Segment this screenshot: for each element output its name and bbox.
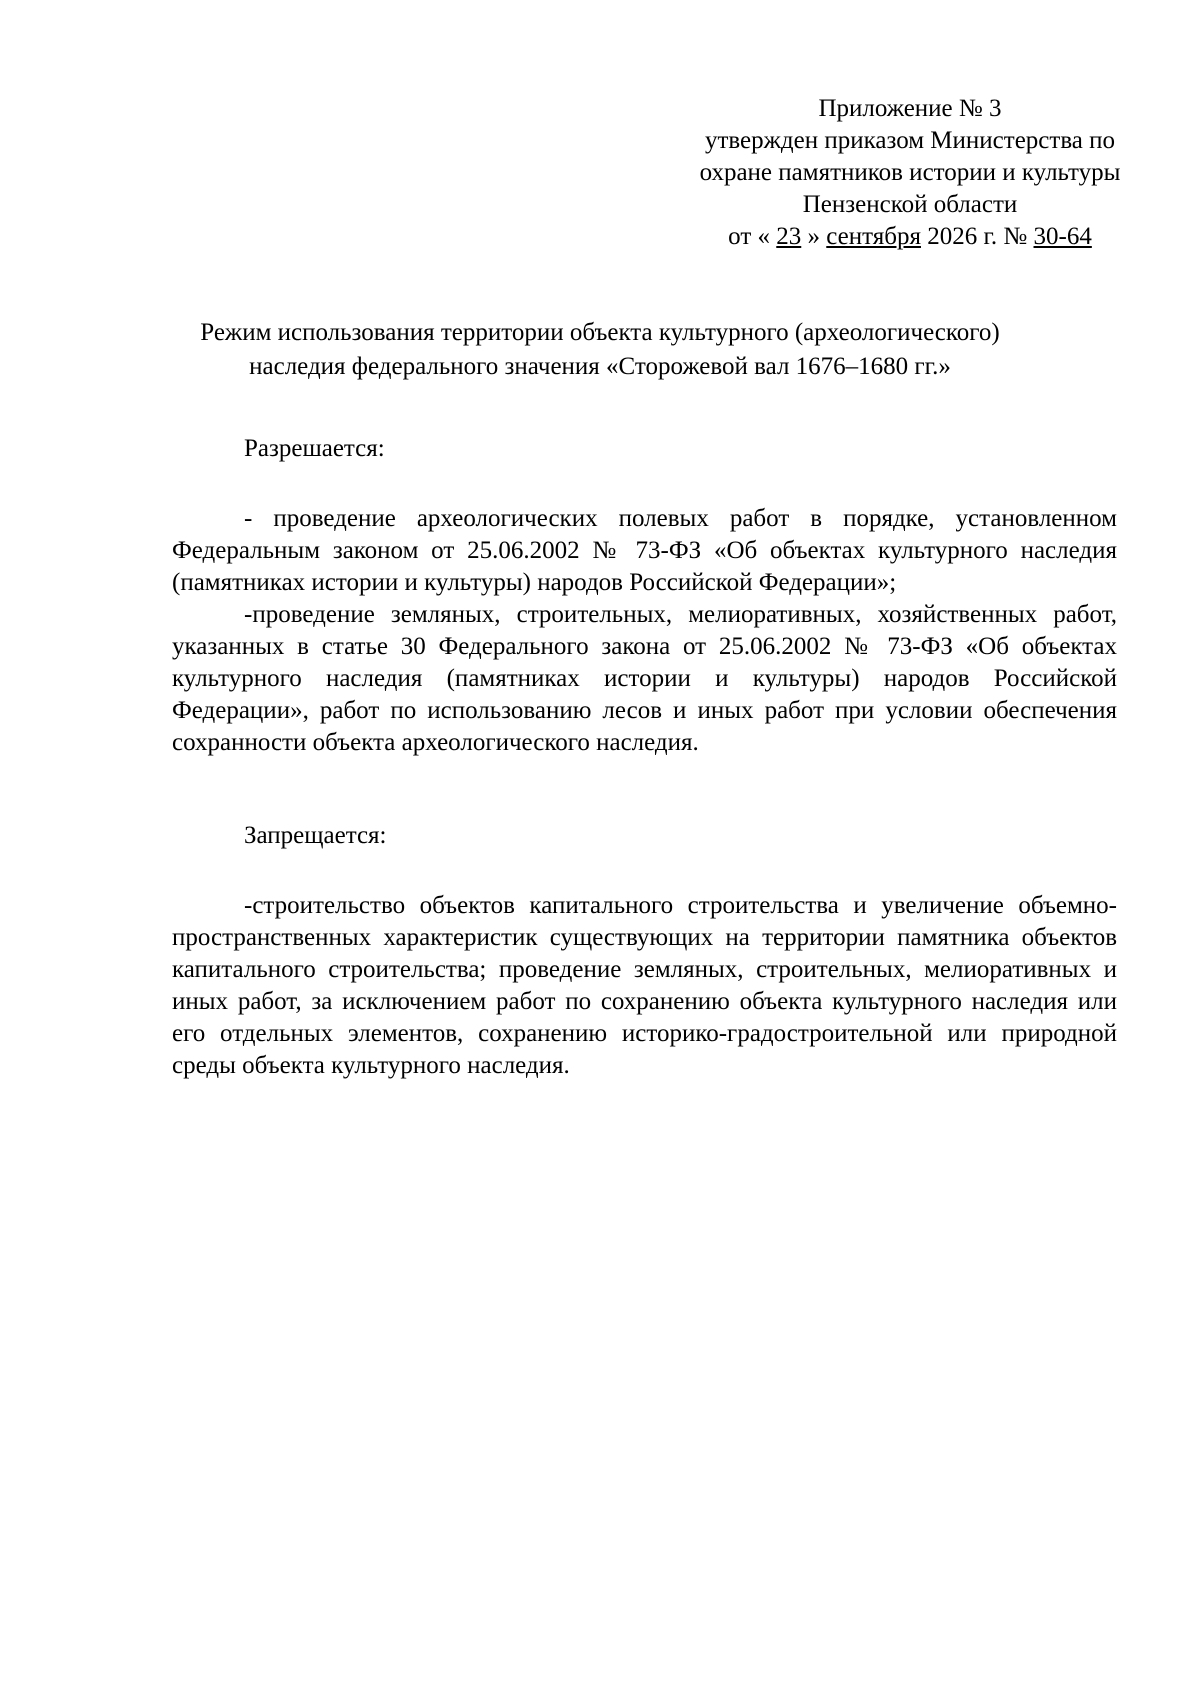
- order-day: 23: [776, 223, 802, 250]
- region-line: Пензенской области: [802, 191, 1018, 218]
- allowed-heading: Разрешается:: [244, 435, 385, 462]
- order-number: 30-64: [1033, 223, 1092, 250]
- appendix-block: [660, 93, 1160, 253]
- ministry-line: охране памятников истории и культуры: [699, 159, 1121, 186]
- allowed-item: - проведение археологических полевых работ в порядке, установленном Федеральным законом от 25.06.2002 № 73-ФЗ «Об объектах культурного наследия (памятниках истории и культуры) народов Российской Федерации»;: [172, 505, 1117, 596]
- allowed-list: [172, 503, 1117, 759]
- order-month: сентября: [826, 223, 921, 250]
- date-mid: »: [807, 223, 821, 250]
- order-date-line: [660, 221, 1160, 253]
- date-prefix: от «: [728, 223, 771, 250]
- title-line-2: наследия федерального значения «Сторожевой вал 1676–1680 гг.»: [249, 353, 951, 380]
- order-year: 2026 г. №: [927, 223, 1028, 250]
- title-line-1: Режим использования территории объекта культурного (археологического): [200, 319, 1000, 346]
- document-title: [150, 316, 1050, 384]
- forbidden-item: -строительство объектов капитального строительства и увеличение объемно-пространственных характеристик существующих на территории памятника объектов капитального строительства; проведение земляных, строительных, мелиоративных и иных работ, за исключением работ по сохранению объекта культурного наследия или его отдельных элементов, сохранению историко-градостроительной или природной среды объекта культурного наследия.: [172, 892, 1117, 1079]
- allowed-item: -проведение земляных, строительных, мелиоративных, хозяйственных работ, указанных в статье 30 Федерального закона от 25.06.2002 № 73-ФЗ «Об объектах культурного наследия (памятниках истории и культуры) народов Российской Федерации», работ по использованию лесов и иных работ при условии обеспечения сохранности объекта археологического наследия.: [172, 601, 1117, 756]
- approval-line: утвержден приказом Министерства по: [704, 127, 1116, 154]
- appendix-number: Приложение № 3: [818, 95, 1002, 122]
- forbidden-heading: Запрещается:: [244, 822, 387, 849]
- forbidden-list: [172, 890, 1117, 1082]
